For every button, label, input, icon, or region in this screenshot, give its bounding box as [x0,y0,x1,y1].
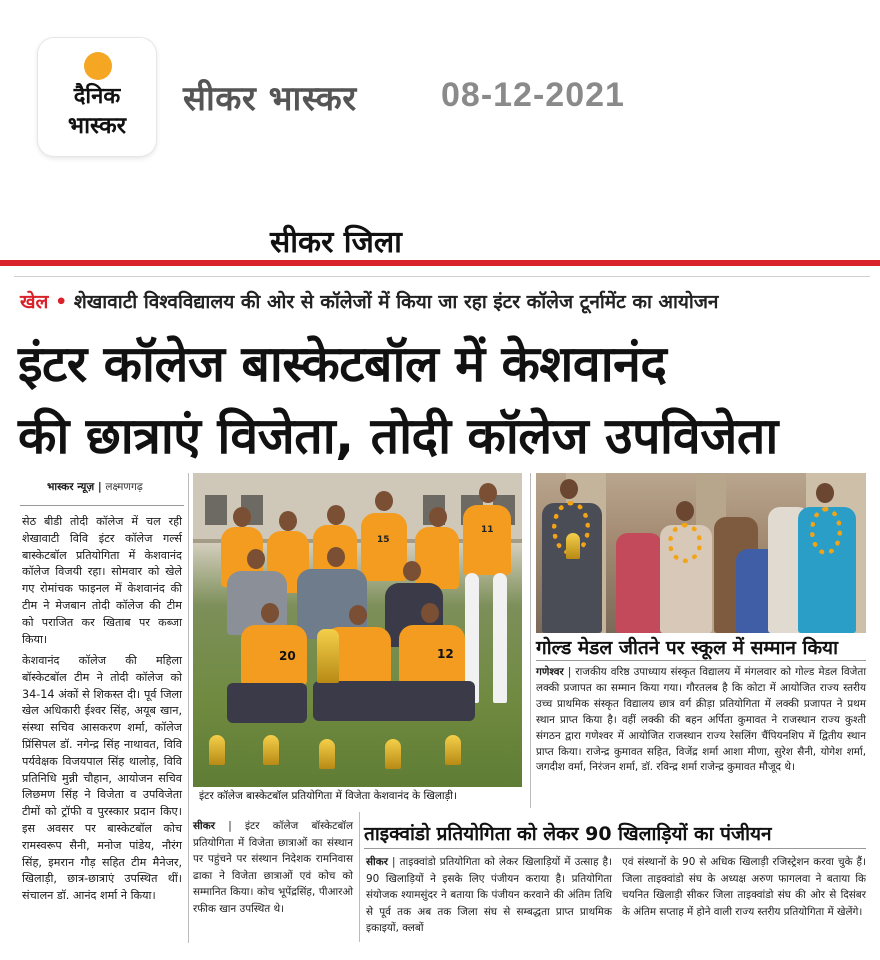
tkd-story-rule [364,848,866,849]
jersey-number: 11 [481,525,494,535]
byline-place: लक्ष्मणगढ़ [105,481,143,493]
byline-rule [20,505,184,506]
column-rule [188,473,189,943]
logo-text-line1: दैनिक [73,84,121,109]
logo-sun-icon [84,52,112,80]
column-rule [530,473,531,808]
jersey-number: 20 [279,649,296,663]
section-title: सीकर जिला [270,225,402,260]
gold-story-body: गणेश्वर | राजकीय वरिष्ठ उपाध्याय संस्कृत विद्यालय में मंगलवार को गोल्ड मेडल विजेता लक्की प्रजापत का सम्मान किया गया। गौरतलब है कि कोटा में आयोजित राज्य स्तरीय उच्च प्राथमिक संस्कृत विद्यालय छात्र वर्ग क्रीड़ा प्रतियोगिता में लक्की प्रजापत ने प्रथम स्थान प्राप्त किया है। वहीं लक्की की बहन अर्पिता कुमावत ने राजस्थान राज्य कुश्ती संगठन द्वारा गणेश्वर में आयोजित राजस्थान राज्य रेसलिंग चैंपियनशिप में द्वितीय स्थान प्राप्त किया। राजेन्द्र कुमावत सहित, विजेंद्र शर्मा आशा मीणा, सुरेश सैनी, योगेश शर्मा, जगदीश वर्मा, निरंजन शर्मा, डॉ. रविन्द्र शर्मा राजेन्द्र कुमावत मौजूद थे। [536,666,867,774]
story-paragraph-2: केशवानंद कॉलेज की महिला बॉस्केटबॉल टीम ने तोदी कॉलेज को 34-14 अंकों से शिकस्त दी। पूर्व जिला खेल अधिकारी ईश्वर सिंह, अयूब खान, संस्था सचिव आसकरण शर्मा, कॉलेज प्रिंसिपल डॉ. नगेन्द्र सिंह नाथावत, विवि पर्यवेक्षक विजयपाल सिंह थालोड़, विवि प्रतिनिधि मुन्नी चौहान, आयोजन सचिव लिछमण सिंह ने विजेता व उपविजेता टीमों को ट्रॉफी व पुरस्कार प्रदान किए। इस अवसर पर बास्केटबॉल कोच रामस्वरूप सैनी, मनोज पांडेय, नौरंग सिंह, इमरान गौड़ सहित टीम मैनेजर, खिलाड़ी, छात्र-छात्राएं उपस्थित थीं। संचालन डॉ. आनंद शर्मा ने किया। [22,654,182,903]
tkd-story-text-1: ताइक्वांडो प्रतियोगिता को लेकर खिलाड़ियों में उत्साह है। 90 खिलाड़ियों ने इसके लिए पंजीयन कराया है। प्रतियोगिता संयोजक श्यामसुंदर ने बताया कि पंजीयन करवाने की अंतिम तिथि से पूर्व तक अब तक जिला संघ से सम्बद्धता प्राप्त प्राथमिक इकाइयों, क्लबों [366,856,613,935]
short-story-place: सीकर [193,820,215,832]
tkd-story-heading: ताइक्वांडो प्रतियोगिता को लेकर 90 खिलाड़ियों का पंजीयन [364,823,772,845]
trophy-icon [319,739,335,769]
short-story: सीकर | इंटर कॉलेज बॉस्केटबॉल प्रतियोगिता में विजेता छात्राओं का संस्थान पर पहुंचने पर संस्थान निदेशक रामनिवास ढाका ने विजेता छात्राओं एवं कोच को सम्मानित किया। कोच भूपेंद्रसिंह, पीआरओ रफीक खान उपस्थित थे। [193,820,354,915]
gold-story-heading: गोल्ड मेडल जीतने पर स्कूल में सम्मान किया [536,637,838,659]
column-rule [359,812,360,942]
trophy-icon [209,735,225,765]
trophy-icon [566,533,580,559]
headline-line-2: की छात्राएं विजेता, तोदी कॉलेज उपविजेता [18,407,778,465]
logo-text-line2: भास्कर [67,113,127,139]
next-story-cutoff [14,946,870,960]
story-paragraph-1: सेठ बीडी तोदी कॉलेज में चल रही शेखावाटी विवि इंटर कॉलेज गर्ल्स बास्केटबॉल प्रतियोगिता में केशवानंद कॉलेज विजयी रहा। सोमवार को खेले गए रोमांचक फाइनल में केशवानंद की टीम ने मेजबान तोदी कॉलेज की टीम को पराजित कर खिताब पर कब्जा किया। [22,515,182,646]
jersey-number: 15 [377,535,390,545]
trophy-icon [263,735,279,765]
edition-title: सीकर भास्कर [183,79,357,119]
trophy-icon [445,735,461,765]
gold-story-place: गणेश्वर [536,666,564,678]
headline-line-1: इंटर कॉलेज बास्केटबॉल में केशवानंद [18,335,667,393]
edition-date: 08-12-2021 [441,76,625,114]
kicker-category: खेल [20,291,49,313]
dainik-bhaskar-logo [38,38,156,156]
top-hairline [14,276,870,277]
jersey-number: 12 [437,647,454,661]
trophy-icon [385,739,401,769]
gold-story-text: राजकीय वरिष्ठ उपाध्याय संस्कृत विद्यालय में मंगलवार को गोल्ड मेडल विजेता लक्की प्रजापत का सम्मान किया गया। गौरतलब है कि कोटा में आयोजित राज्य स्तरीय उच्च प्राथमिक संस्कृत विद्यालय छात्र वर्ग क्रीड़ा प्रतियोगिता में लक्की प्रजापत ने प्रथम स्थान प्राप्त किया है। वहीं लक्की की बहन अर्पिता कुमावत ने राजस्थान राज्य कुश्ती संगठन द्वारा गणेश्वर में आयोजित राजस्थान राज्य रेसलिंग चैंपियनशिप में द्वितीय स्थान प्राप्त किया। राजेन्द्र कुमावत सहित, विजेंद्र शर्मा आशा मीणा, सुरेश सैनी, योगेश शर्मा, जगदीश वर्मा, निरंजन शर्मा, डॉ. रविन्द्र शर्मा राजेन्द्र कुमावत मौजूद थे। [536,666,867,774]
photo-caption: इंटर कॉलेज बास्केटबॉल प्रतियोगिता में विजेता केशवानंद के खिलाड़ी। [193,787,522,805]
byline: भास्कर न्यूज़ | लक्ष्मणगढ़ [47,481,143,493]
tkd-story-column-1: सीकर | ताइक्वांडो प्रतियोगिता को लेकर खिलाड़ियों में उत्साह है। 90 खिलाड़ियों ने इसके लिए पंजीयन कराया है। प्रतियोगिता संयोजक श्यामसुंदर ने बताया कि पंजीयन करवाने की अंतिम तिथि से पूर्व तक अब तक जिला संघ से सम्बद्धता प्राप्त प्राथमिक इकाइयों, क्लबों [366,856,613,935]
short-story-text: इंटर कॉलेज बॉस्केटबॉल प्रतियोगिता में विजेता छात्राओं का संस्थान पर पहुंचने पर संस्थान निदेशक रामनिवास ढाका ने विजेता छात्राओं एवं कोच को सम्मानित किया। कोच भूपेंद्रसिंह, पीआरओ रफीक खान उपस्थित थे। [193,820,354,915]
tkd-story-place: सीकर [366,856,388,868]
section-divider [0,260,880,266]
trophy-icon [317,629,339,683]
gold-story-rule [536,660,866,661]
felicitation-photo [536,473,866,633]
team-photo [193,473,522,804]
byline-source: भास्कर न्यूज़ [47,481,95,493]
kicker-bullet-icon: • [55,291,68,313]
story-kicker [20,288,718,314]
tkd-story-column-2: एवं संस्थानों के 90 से अधिक खिलाड़ी रजिस्ट्रेशन करवा चुके हैं। जिला ताइक्वांडो संघ के अध्यक्ष अरुण फागलवा ने बताया कि चयनित खिलाड़ी सीकर जिला ताइक्वांडो संघ की ओर से दिसंबर के अंतिम सप्ताह में होने वाली राज्य स्तरीय प्रतियोगिता में खेलेंगे। [622,856,866,918]
kicker-text: शेखावाटी विश्वविद्यालय की ओर से कॉलेजों में किया जा रहा इंटर कॉलेज टूर्नामेंट का आयोजन [73,291,719,313]
